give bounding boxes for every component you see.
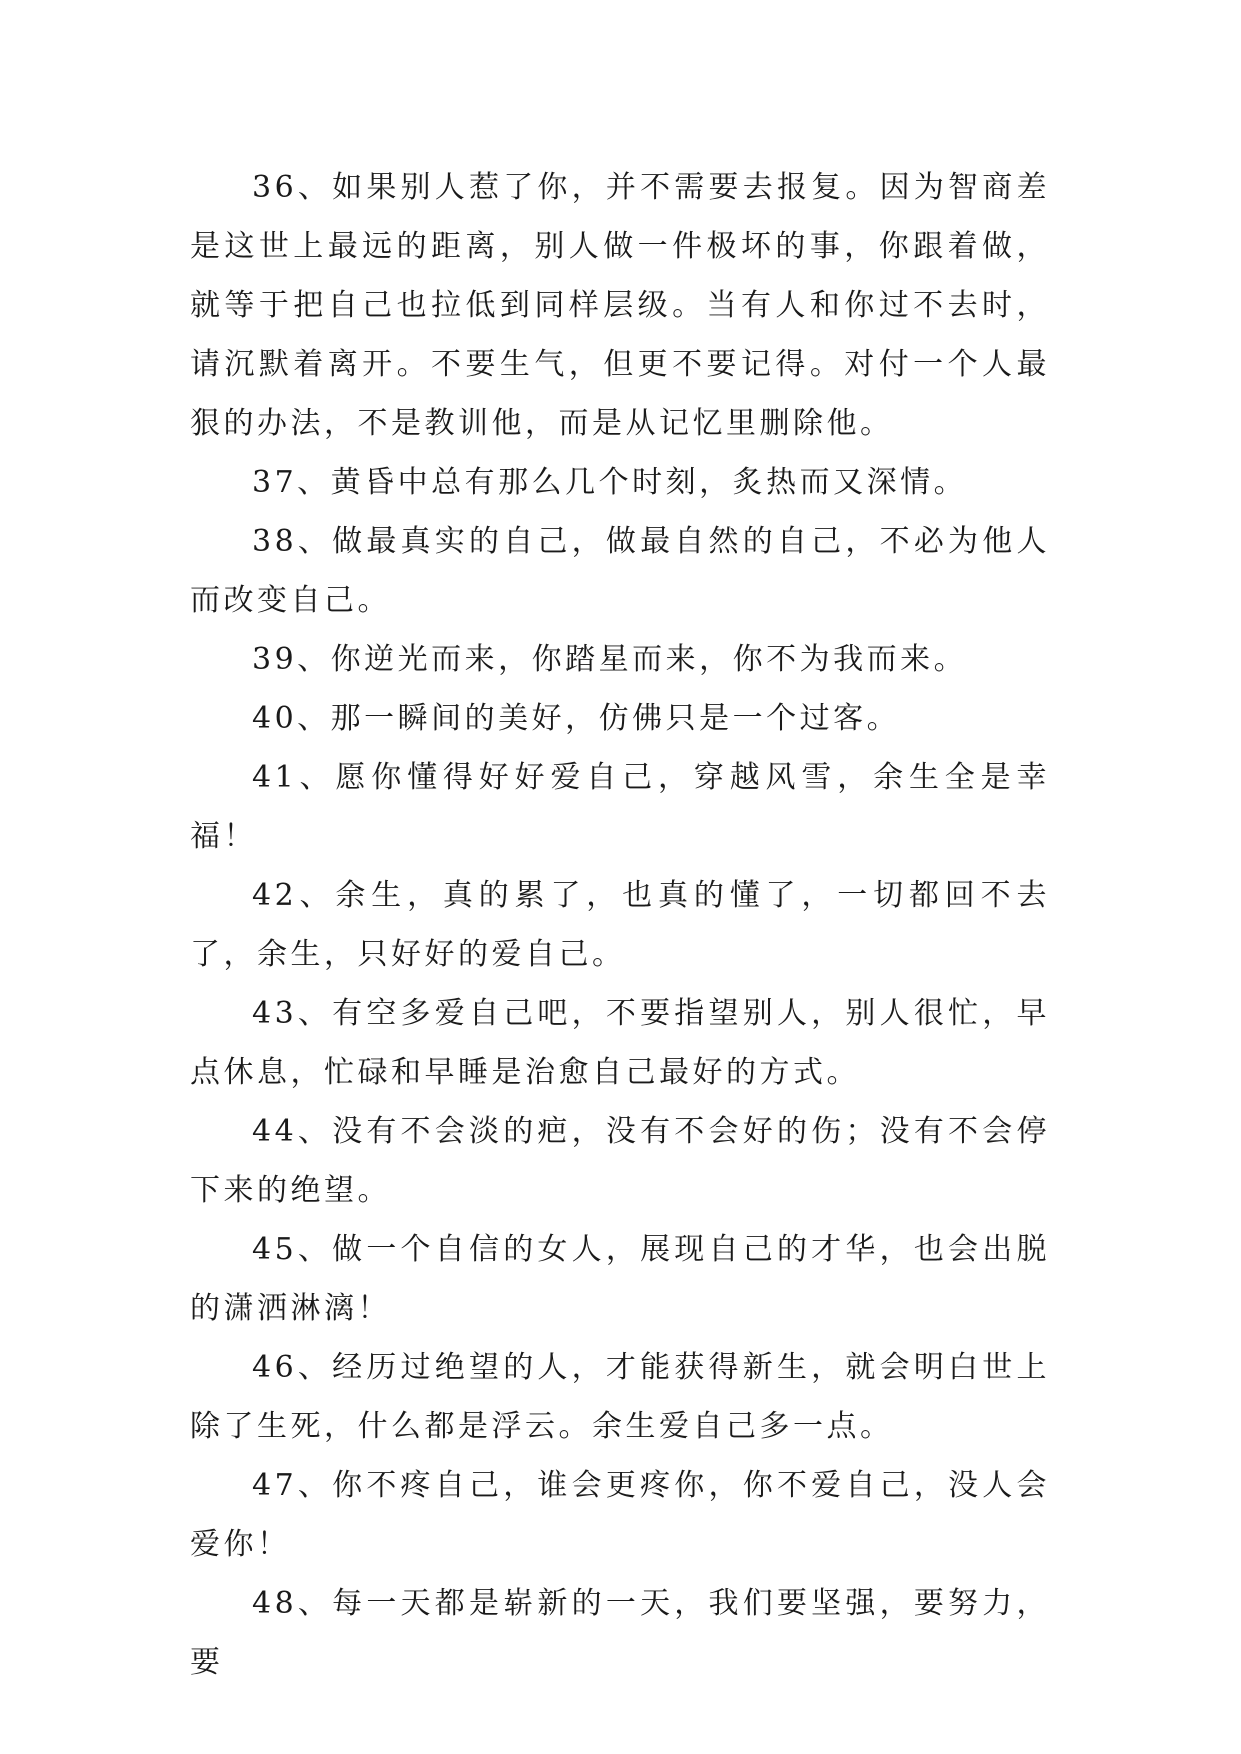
- paragraph-41: 41、愿你懂得好好爱自己，穿越风雪，余生全是幸福！: [190, 760, 1050, 854]
- paragraph-42: 42、余生，真的累了，也真的懂了，一切都回不去了，余生，只好好的爱自己。: [190, 878, 1050, 972]
- paragraph-40: 40、那一瞬间的美好，仿佛只是一个过客。: [252, 701, 901, 736]
- paragraph-45: 45、做一个自信的女人，展现自己的才华，也会出脱的潇洒淋漓！: [190, 1232, 1050, 1326]
- document-body: [190, 158, 1050, 1692]
- paragraph-37: 37、黄昏中总有那么几个时刻，炙热而又深情。: [252, 465, 968, 500]
- paragraph-43: 43、有空多爱自己吧，不要指望别人，别人很忙，早点休息，忙碌和早睡是治愈自己最好的方式。: [190, 996, 1050, 1090]
- paragraph-47: 47、你不疼自己，谁会更疼你，你不爱自己，没人会爱你！: [190, 1468, 1050, 1562]
- paragraph-39: 39、你逆光而来，你踏星而来，你不为我而来。: [252, 642, 968, 677]
- paragraph-44: 44、没有不会淡的疤，没有不会好的伤；没有不会停下来的绝望。: [190, 1114, 1050, 1208]
- paragraph-48: 48、每一天都是崭新的一天，我们要坚强，要努力，要: [190, 1586, 1050, 1680]
- paragraph-38: 38、做最真实的自己，做最自然的自己，不必为他人而改变自己。: [190, 524, 1050, 618]
- paragraph-46: 46、经历过绝望的人，才能获得新生，就会明白世上除了生死，什么都是浮云。余生爱自己多一点。: [190, 1350, 1050, 1444]
- paragraph-36: 36、如果别人惹了你，并不需要去报复。因为智商差是这世上最远的距离，别人做一件极坏的事，你跟着做，就等于把自己也拉低到同样层级。当有人和你过不去时，请沉默着离开。不要生气，但更不要记得。对付一个人最狠的办法，不是教训他，而是从记忆里删除他。: [190, 170, 1050, 441]
